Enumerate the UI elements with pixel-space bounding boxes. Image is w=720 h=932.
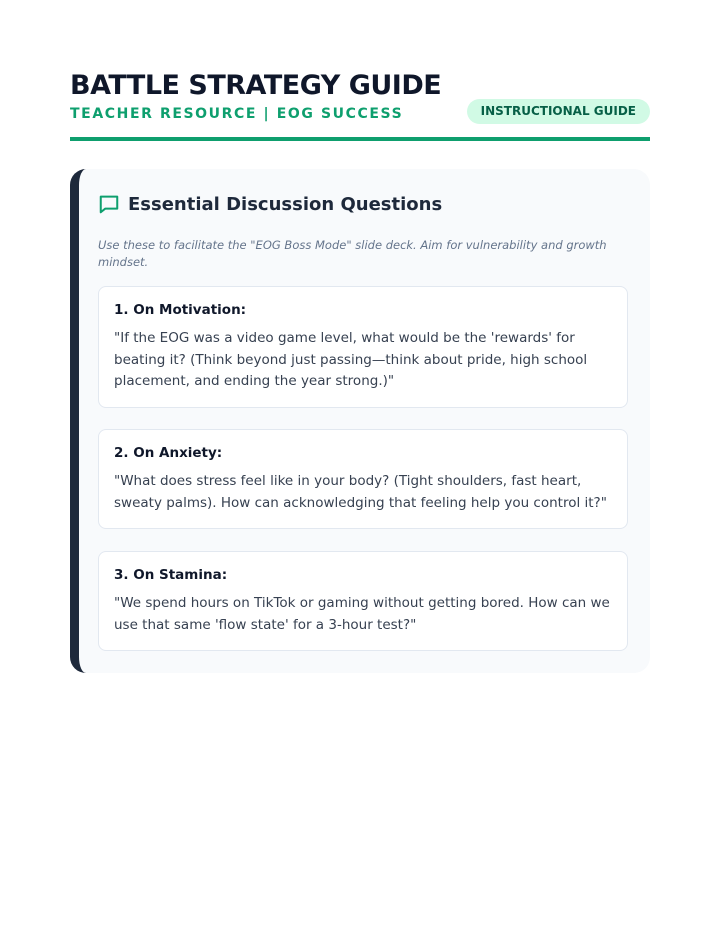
question-text: "What does stress feel like in your body? (Tight shoulders, fast heart, sweaty palms). How can acknowledging that feeling help you control it?"	[114, 473, 607, 511]
discussion-questions-card	[70, 169, 650, 673]
card-title: Essential Discussion Questions	[128, 193, 443, 215]
question-card-stamina	[98, 551, 628, 651]
page-title: BATTLE STRATEGY GUIDE	[70, 70, 442, 101]
question-title: 3. On Stamina:	[114, 567, 228, 583]
page-subtitle: TEACHER RESOURCE | EOG SUCCESS	[70, 106, 404, 122]
question-text: "We spend hours on TikTok or gaming without getting bored. How can we use that same 'flow state' for a 3-hour test?"	[114, 595, 610, 633]
card-intro: Use these to facilitate the "EOG Boss Mode" slide deck. Aim for vulnerability and growth mindset.	[98, 238, 607, 269]
header-divider	[70, 137, 650, 141]
question-title: 2. On Anxiety:	[114, 445, 223, 461]
instructional-guide-badge: INSTRUCTIONAL GUIDE	[467, 99, 650, 124]
chat-bubble-icon	[98, 193, 120, 215]
question-card-motivation	[98, 286, 628, 408]
card-header	[98, 191, 629, 217]
question-text: "If the EOG was a video game level, what would be the 'rewards' for beating it? (Think beyond just passing—think about pride, high school placement, and ending the year strong.)"	[114, 330, 588, 389]
question-card-anxiety	[98, 429, 628, 529]
header	[70, 70, 650, 124]
question-title: 1. On Motivation:	[114, 302, 247, 318]
